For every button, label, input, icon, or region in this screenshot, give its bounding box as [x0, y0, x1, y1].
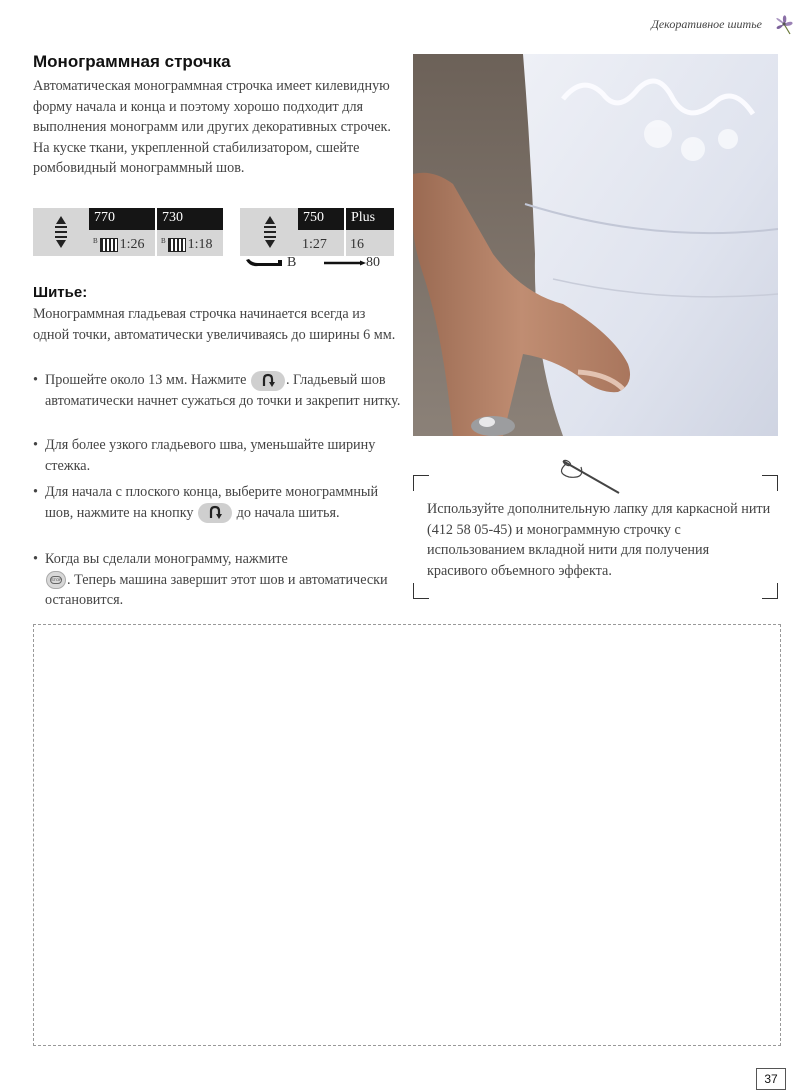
bullet-text: Для начала с плоского конца, выберите монограммный шов, нажмите на кнопку — [45, 484, 379, 521]
presser-foot-icon — [244, 256, 284, 270]
intro-text: Автоматическая монограммная строчка имеет килевидную форму начала и конца и поэтому хорошо подходит для выполнения монограмм или других декоративных строчек. На куске ткани, укрепленной стабилизатором, сшейте ромбовидный монограммный шов. — [33, 78, 391, 176]
stitch-number: 1:26 — [119, 237, 145, 252]
stitch-prefix: B — [161, 237, 166, 245]
tip-box — [413, 475, 778, 599]
model-label: 730 — [157, 208, 223, 230]
stop-icon: STOP — [51, 577, 62, 583]
bullet-text: Когда вы сделали монограмму, нажмите — [45, 551, 288, 567]
bullet-text: . Гладьевый шов автоматически начнет сужаться до точки и закрепит нитку. — [45, 372, 401, 409]
sewing-heading: Шитье: — [33, 284, 88, 301]
tip-text: Используйте дополнительную лапку для каркасной нити (412 58 05-45) и монограммную строчку с использованием вкладной нити для получения красивого объемного эффекта. — [427, 501, 771, 579]
bullet-text: Прошейте около 13 мм. Нажмите — [45, 372, 247, 388]
needle-icon — [324, 259, 366, 267]
stitch-prefix: B — [93, 237, 98, 245]
tie-off-icon — [260, 373, 276, 389]
bullet-text: . Теперь машина завершит этот шов и автоматически остановится. — [45, 571, 388, 608]
needle-thread-icon — [555, 457, 625, 497]
model-label: Plus — [346, 208, 394, 230]
stitch-icon — [168, 238, 186, 252]
stitch-number: 1:27 — [302, 237, 327, 252]
width-arrows-icon — [51, 214, 71, 250]
model-730-col — [157, 208, 223, 256]
photo-monogram-garment — [413, 54, 778, 436]
stitch-value — [89, 230, 155, 256]
model-label: 770 — [89, 208, 155, 230]
model-770-col — [89, 208, 155, 256]
foot-needle-row — [244, 256, 394, 274]
tie-off-icon — [207, 505, 223, 521]
list-item: • Для более узкого гладьевого шва, уменьшайте ширину стежка. — [33, 435, 403, 476]
section-title: Декоративное шитье — [651, 17, 762, 31]
tie-off-button — [251, 371, 285, 391]
flower-icon — [770, 10, 798, 38]
model-plus-col — [346, 208, 394, 256]
bullet-text: до начала шитья. — [236, 504, 340, 521]
foot-label: B — [287, 255, 297, 270]
stitch-number: 16 — [350, 237, 364, 252]
needle-size: 80 — [366, 255, 380, 270]
list-item — [33, 482, 403, 523]
width-arrows-icon — [260, 214, 280, 250]
page-number: 37 — [756, 1068, 786, 1090]
model-label: 750 — [298, 208, 344, 230]
stitch-value — [157, 230, 223, 256]
list-item — [33, 549, 403, 611]
stitch-icon — [100, 238, 118, 252]
page-title: Монограммная строчка — [33, 52, 231, 71]
sewing-intro: Монограммная гладьевая строчка начинается всегда из одной точки, автоматически увеличиваясь до ширины 6 мм. — [33, 306, 396, 343]
tie-off-button — [198, 503, 232, 523]
stop-button — [46, 571, 66, 589]
settings-panel-750-plus — [240, 208, 394, 256]
model-750-col — [298, 208, 344, 256]
list-item — [33, 370, 403, 411]
settings-panel-770-730 — [33, 208, 223, 256]
notes-area — [33, 624, 781, 1046]
stitch-number: 1:18 — [187, 237, 213, 252]
